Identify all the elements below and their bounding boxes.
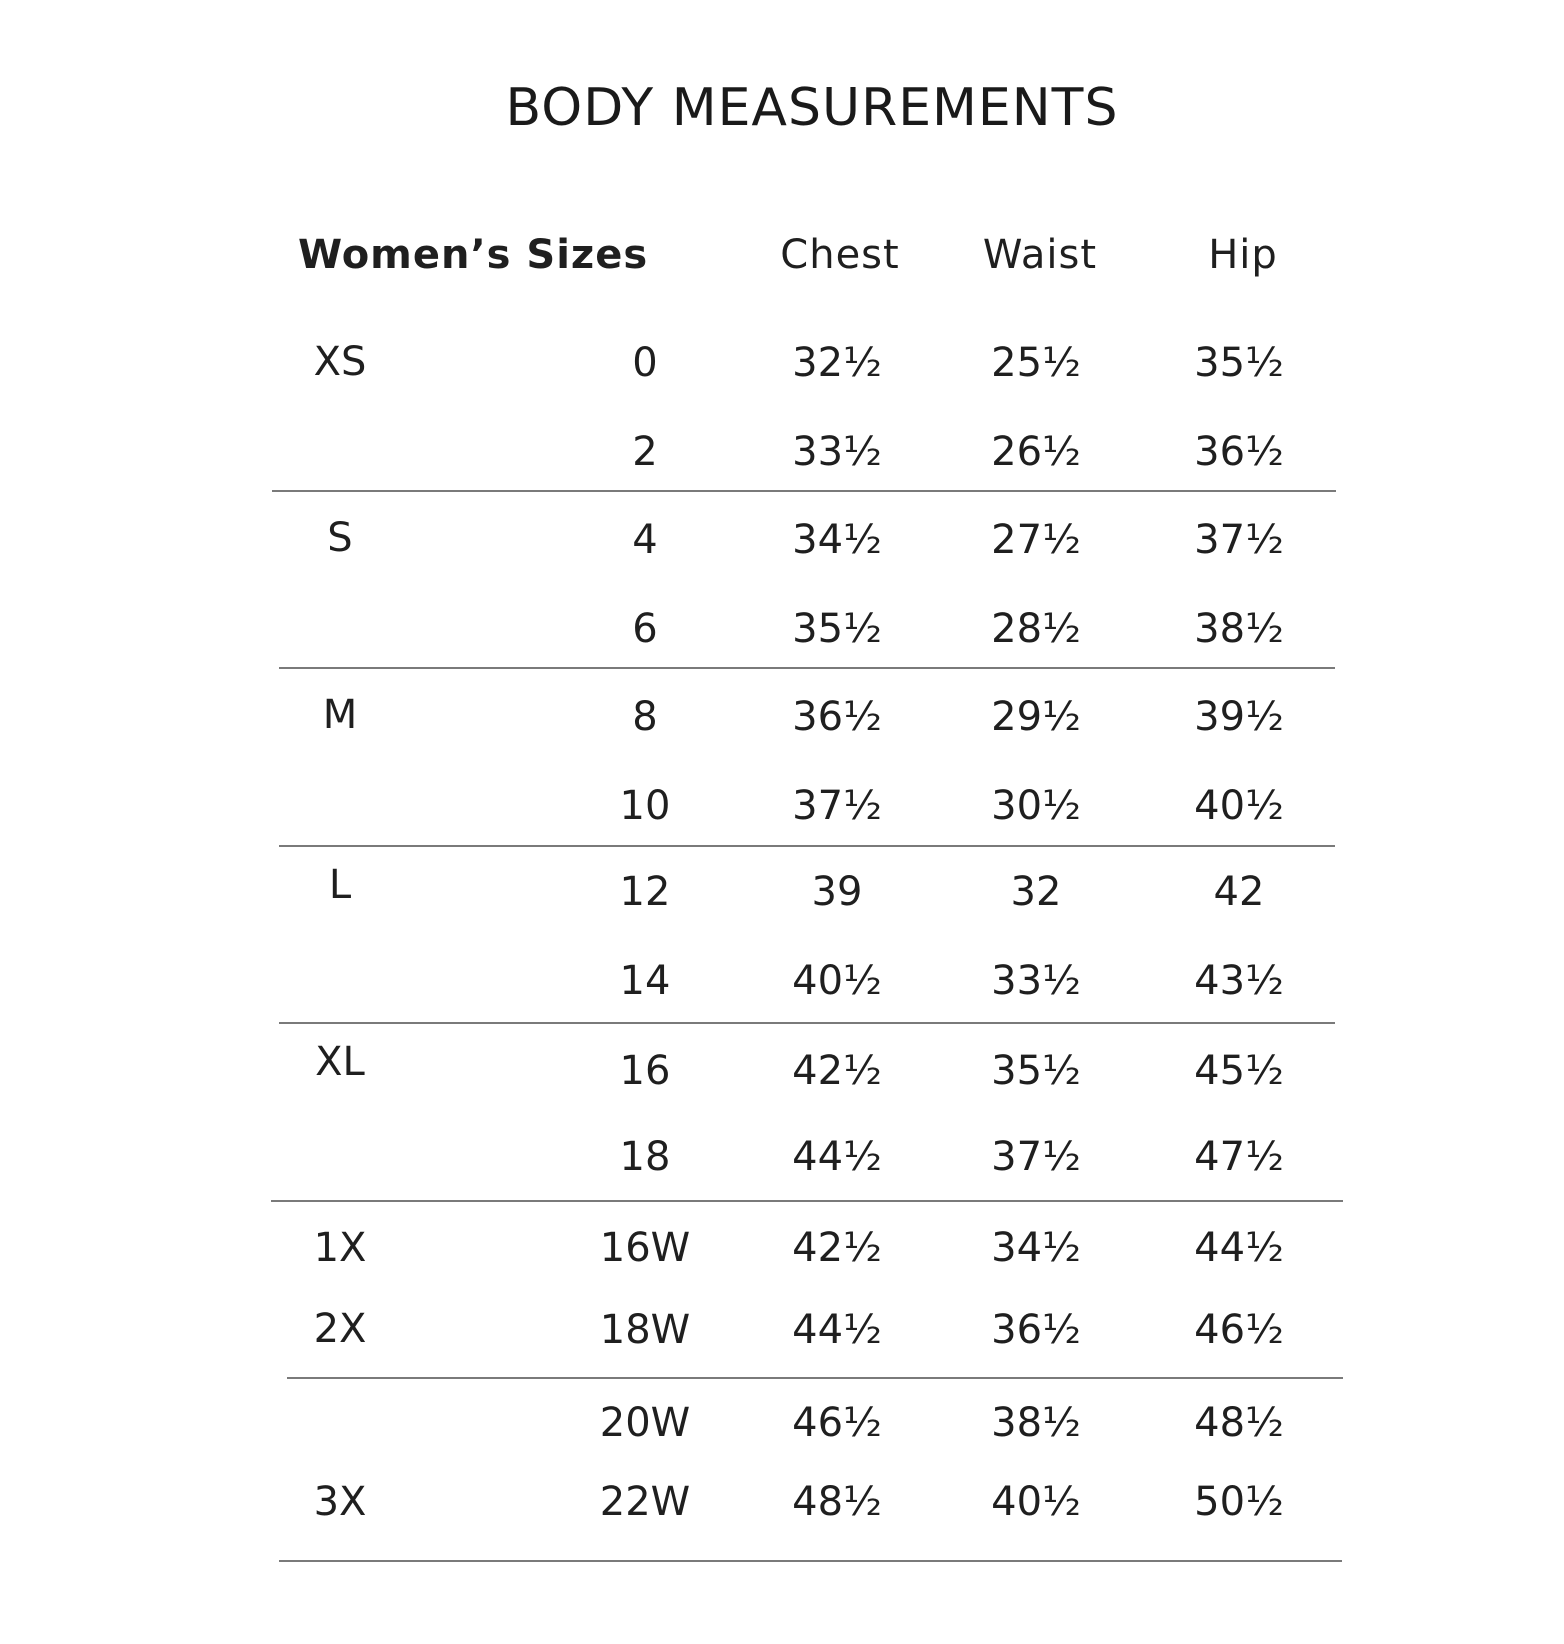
waist-value: 40½ [991,1479,1081,1525]
chest-value: 37½ [792,783,882,829]
page-title: BODY MEASUREMENTS [505,78,1119,138]
divider [272,490,1336,492]
divider [279,1022,1335,1024]
hip-value: 47½ [1194,1134,1284,1180]
chest-value: 33½ [792,429,882,475]
waist-value: 38½ [991,1400,1081,1446]
size-number: 20W [599,1400,691,1446]
size-number: 4 [632,517,658,563]
hip-value: 37½ [1194,517,1284,563]
size-number: 22W [599,1479,691,1525]
divider [279,667,1335,669]
waist-value: 37½ [991,1134,1081,1180]
chest-value: 42½ [792,1225,882,1271]
waist-value: 29½ [991,694,1081,740]
chest-value: 44½ [792,1134,882,1180]
hip-value: 35½ [1194,340,1284,386]
size-number: 6 [632,606,658,652]
size-letter: M [322,692,358,738]
hip-value: 38½ [1194,606,1284,652]
chest-value: 35½ [792,606,882,652]
waist-value: 36½ [991,1307,1081,1353]
waist-value: 27½ [991,517,1081,563]
header-womens-sizes: Women’s Sizes [298,232,649,278]
size-number: 18W [599,1307,691,1353]
waist-value: 33½ [991,958,1081,1004]
chest-value: 40½ [792,958,882,1004]
hip-value: 42 [1213,869,1265,915]
waist-value: 26½ [991,429,1081,475]
divider [279,1560,1342,1562]
size-number: 2 [632,429,658,475]
chest-value: 39 [811,869,863,915]
waist-value: 35½ [991,1048,1081,1094]
size-letter: L [328,862,352,908]
size-number: 16W [599,1225,691,1271]
chest-value: 32½ [792,340,882,386]
size-letter: 3X [313,1479,367,1525]
header-chest: Chest [780,232,900,278]
waist-value: 34½ [991,1225,1081,1271]
hip-value: 43½ [1194,958,1284,1004]
hip-value: 44½ [1194,1225,1284,1271]
divider [287,1377,1343,1379]
size-letter: S [327,515,353,561]
waist-value: 32 [1010,869,1062,915]
size-letter: XS [313,339,367,385]
header-hip: Hip [1208,232,1278,278]
size-number: 8 [632,694,658,740]
chest-value: 48½ [792,1479,882,1525]
size-number: 18 [619,1134,671,1180]
size-number: 14 [619,958,671,1004]
size-letter: 2X [313,1306,367,1352]
chest-value: 42½ [792,1048,882,1094]
hip-value: 45½ [1194,1048,1284,1094]
hip-value: 48½ [1194,1400,1284,1446]
hip-value: 40½ [1194,783,1284,829]
size-number: 12 [619,869,671,915]
waist-value: 28½ [991,606,1081,652]
waist-value: 25½ [991,340,1081,386]
header-waist: Waist [982,232,1098,278]
chest-value: 46½ [792,1400,882,1446]
size-letter: 1X [313,1225,367,1271]
divider [279,845,1335,847]
size-number: 0 [632,340,658,386]
hip-value: 50½ [1194,1479,1284,1525]
chest-value: 34½ [792,517,882,563]
hip-value: 46½ [1194,1307,1284,1353]
chest-value: 44½ [792,1307,882,1353]
waist-value: 30½ [991,783,1081,829]
size-number: 10 [619,783,671,829]
divider [271,1200,1343,1202]
size-letter: XL [315,1039,365,1085]
hip-value: 36½ [1194,429,1284,475]
chest-value: 36½ [792,694,882,740]
size-number: 16 [619,1048,671,1094]
hip-value: 39½ [1194,694,1284,740]
